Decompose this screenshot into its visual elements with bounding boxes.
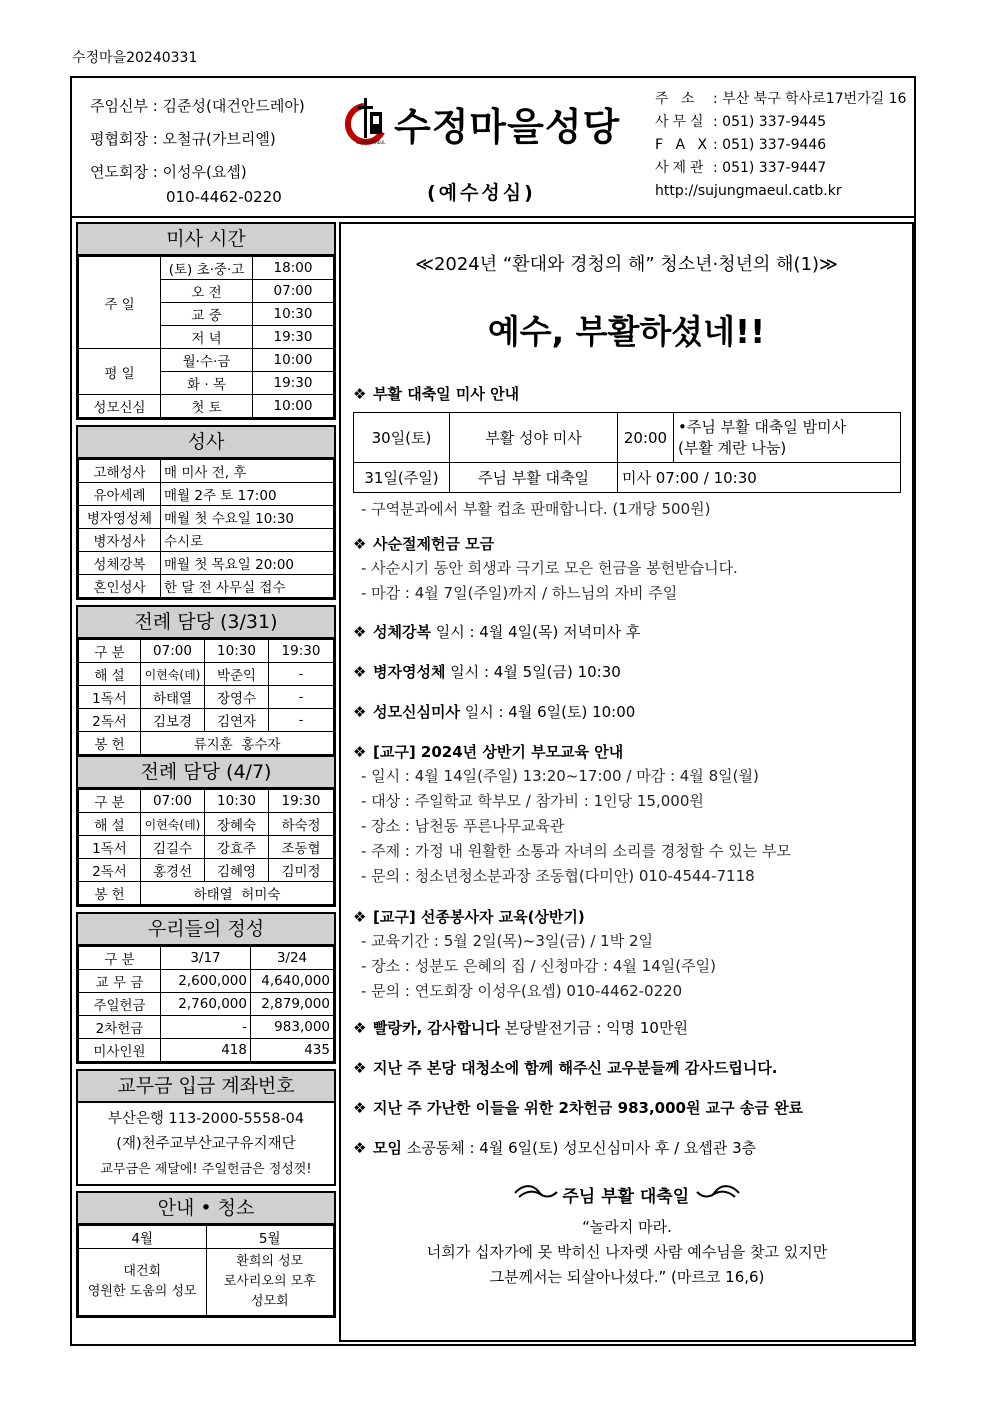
easter-mass-table xyxy=(353,412,901,493)
main-content xyxy=(339,222,914,1342)
table-header: 3/17 xyxy=(161,947,251,970)
mass-name: (토) 초·중·고 xyxy=(161,257,253,280)
offerings-table xyxy=(78,946,334,1062)
table-cell: 교 무 금 xyxy=(79,970,161,993)
section-heading xyxy=(353,620,901,644)
april-groups: 대건회 영원한 도움의 성모 xyxy=(79,1249,207,1316)
account-info xyxy=(78,1103,334,1184)
office-label: 사무실 xyxy=(655,114,708,130)
list-item: - 교육기간 : 5월 2일(목)~3일(금) / 1박 2일 xyxy=(361,932,653,950)
mass-time: 19:30 xyxy=(253,372,334,395)
sacrament-name: 유아세례 xyxy=(79,483,161,506)
diamond-bullet-icon: ❖ xyxy=(353,743,367,761)
mass-time: 10:30 xyxy=(253,303,334,326)
mass-time: 10:00 xyxy=(253,395,334,418)
list-item: - 장소 : 성분도 은혜의 집 / 신청마감 : 4월 14일(주일) xyxy=(361,957,716,975)
mass-name: 첫 토 xyxy=(161,395,253,418)
section-heading xyxy=(353,740,901,764)
section-heading xyxy=(353,532,901,556)
table-cell: 20:00 xyxy=(618,413,674,463)
table-cell: •주님 부활 대축일 밤미사 (부활 계란 나눔) xyxy=(674,413,901,463)
table-cell: 2차헌금 xyxy=(79,1016,161,1039)
liturgy1-title: 전례 담당 (3/31) xyxy=(78,607,334,639)
section-title: 모임 xyxy=(373,1139,402,1157)
ornament-right-icon xyxy=(695,1187,741,1207)
list-item: - 구역분과에서 부활 컵초 판매합니다. (1개당 500원) xyxy=(361,500,711,518)
sacrament-desc: 매월 첫 목요일 20:00 xyxy=(161,552,334,575)
table-cell: 해 설 xyxy=(79,813,141,836)
feast-heading xyxy=(353,1182,901,1207)
cleaning-box xyxy=(76,1191,336,1318)
sacrament-desc: 매 미사 전, 후 xyxy=(161,460,334,483)
offerings-title: 우리들의 정성 xyxy=(78,914,334,946)
table-cell: 김혜영 xyxy=(205,859,269,882)
offering-names: 류지훈 홍수자 xyxy=(141,732,334,755)
diamond-bullet-icon: ❖ xyxy=(353,908,367,926)
sacrament-name: 혼인성사 xyxy=(79,575,161,598)
church-emblem-icon xyxy=(342,92,390,152)
sacraments-title: 성사 xyxy=(78,427,334,459)
mass-time: 10:00 xyxy=(253,349,334,372)
quote-line: 그분께서는 되살아나셨다.” (마르코 16,6) xyxy=(489,1268,765,1286)
table-cell: 홍경선 xyxy=(141,859,205,882)
section-heading xyxy=(353,1056,901,1080)
table-header: 07:00 xyxy=(141,640,205,663)
bank-account: 부산은행 113-2000-5558-04 xyxy=(107,1111,305,1127)
table-cell: 강효주 xyxy=(205,836,269,859)
mass-times-table xyxy=(78,256,334,418)
section-title: [교구] 2024년 상반기 부모교육 안내 xyxy=(373,743,624,761)
table-cell: 하태열 xyxy=(141,686,205,709)
section-heading xyxy=(353,660,901,684)
table-header: 10:30 xyxy=(205,790,269,813)
quote-line: 너희가 십자가에 못 박히신 나자렛 사람 예수님을 찾고 있지만 xyxy=(426,1243,828,1261)
diamond-bullet-icon: ❖ xyxy=(353,703,367,721)
bulletin-frame xyxy=(70,76,916,1346)
table-cell: 미사인원 xyxy=(79,1039,161,1062)
section-note: 일시 : 4월 6일(토) 10:00 xyxy=(459,703,636,721)
mass-name: 저 녁 xyxy=(161,326,253,349)
sacrament-desc: 한 달 전 사무실 접수 xyxy=(161,575,334,598)
table-cell: 장혜숙 xyxy=(205,813,269,836)
section-title: 빨랑카, 감사합니다 xyxy=(373,1019,500,1037)
table-cell: 2독서 xyxy=(79,859,141,882)
headline: 예수, 부활하셨네!! xyxy=(487,312,766,351)
section-title: [교구] 선종봉사자 교육(상반기) xyxy=(373,908,585,926)
quote-line: “놀라지 마라. xyxy=(582,1218,672,1236)
sacrament-desc: 수시로 xyxy=(161,529,334,552)
section-title: 병자영성체 xyxy=(373,663,446,681)
weekday-label: 평 일 xyxy=(79,349,161,395)
table-cell: - xyxy=(269,709,334,732)
table-cell: 2,760,000 xyxy=(161,993,251,1016)
diamond-bullet-icon: ❖ xyxy=(353,385,367,403)
section-heading xyxy=(353,1096,901,1120)
table-header: 07:00 xyxy=(141,790,205,813)
diamond-bullet-icon: ❖ xyxy=(353,1019,367,1037)
liturgy2-title: 전례 담당 (4/7) xyxy=(78,755,334,789)
list-item: - 문의 : 연도회장 이성우(요셉) 010-4462-0220 xyxy=(361,982,683,1000)
fax-number: : 051) 337-9446 xyxy=(713,137,827,153)
mass-name: 오 전 xyxy=(161,280,253,303)
section-title: 지난 주 본당 대청소에 함께 해주신 교우분들께 감사드립니다. xyxy=(373,1059,778,1077)
left-column xyxy=(76,222,336,1323)
section-heading xyxy=(353,905,901,929)
table-header: 구 분 xyxy=(79,790,141,813)
sacrament-name: 성체강복 xyxy=(79,552,161,575)
table-cell: - xyxy=(269,686,334,709)
section-note: 일시 : 4월 5일(금) 10:30 xyxy=(445,663,621,681)
sacrament-desc: 매월 첫 수요일 10:30 xyxy=(161,506,334,529)
offering-label: 봉 헌 xyxy=(79,732,141,755)
list-item: - 문의 : 청소년청소분과장 조동협(다미안) 010-4544-7118 xyxy=(361,867,755,885)
rectory-phone: : 051) 337-9447 xyxy=(713,160,827,176)
section-heading xyxy=(353,700,901,724)
church-patron: (예수성심) xyxy=(427,182,536,204)
diamond-bullet-icon: ❖ xyxy=(353,663,367,681)
sacrament-name: 고해성사 xyxy=(79,460,161,483)
account-holder: (재)천주교부산교구유지재단 xyxy=(116,1136,296,1152)
diamond-bullet-icon: ❖ xyxy=(353,623,367,641)
table-cell: 조동협 xyxy=(269,836,334,859)
diamond-bullet-icon: ❖ xyxy=(353,1059,367,1077)
announcements xyxy=(353,382,901,1290)
sacrament-name: 병자성사 xyxy=(79,529,161,552)
mass-name: 월·수·금 xyxy=(161,349,253,372)
mass-times-box xyxy=(76,222,336,420)
table-cell: 미사 07:00 / 10:30 xyxy=(618,463,901,493)
table-cell: 418 xyxy=(161,1039,251,1062)
table-cell: 하숙정 xyxy=(269,813,334,836)
contact-info xyxy=(655,88,906,203)
sacrament-name: 병자영성체 xyxy=(79,506,161,529)
list-item: - 대상 : 주일학교 학부모 / 참가비 : 1인당 15,000원 xyxy=(361,792,704,810)
section-heading xyxy=(353,1016,901,1040)
diamond-bullet-icon: ❖ xyxy=(353,1099,367,1117)
sacraments-table xyxy=(78,459,334,598)
sacraments-box xyxy=(76,425,336,600)
address: : 부산 북구 학사로17번가길 16 xyxy=(713,91,907,107)
staff-info xyxy=(90,90,305,214)
ornament-left-icon xyxy=(513,1187,562,1207)
table-header: 10:30 xyxy=(205,640,269,663)
logo-caption: SUJUNGMAEUL xyxy=(356,140,386,145)
table-cell: 31일(주일) xyxy=(354,463,450,493)
table-cell: 이현숙(데) xyxy=(141,813,205,836)
church-logo xyxy=(342,92,642,162)
scripture-quote xyxy=(353,1215,901,1290)
diamond-bullet-icon: ❖ xyxy=(353,535,367,553)
office-phone: : 051) 337-9445 xyxy=(713,114,827,130)
table-cell: 2,879,000 xyxy=(251,993,334,1016)
section-title: 성체강복 xyxy=(373,623,431,641)
offering-label: 봉 헌 xyxy=(79,882,141,905)
table-cell: 김보경 xyxy=(141,709,205,732)
may-groups: 환희의 성모 로사리오의 모후 성모회 xyxy=(206,1249,334,1316)
table-cell: 435 xyxy=(251,1039,334,1062)
account-box xyxy=(76,1069,336,1186)
table-cell: 이현숙(데) xyxy=(141,663,205,686)
table-cell: 1독서 xyxy=(79,836,141,859)
cleaning-title: 안내 • 청소 xyxy=(78,1193,334,1225)
liturgy2-table xyxy=(78,789,334,905)
table-cell: 30일(토) xyxy=(354,413,450,463)
table-cell: 2,600,000 xyxy=(161,970,251,993)
table-header: 4월 xyxy=(79,1226,207,1249)
sunday-label: 주 일 xyxy=(79,257,161,349)
sacrament-desc: 매월 2주 토 17:00 xyxy=(161,483,334,506)
section-heading xyxy=(353,382,901,406)
mass-time: 18:00 xyxy=(253,257,334,280)
section-title: 부활 대축일 미사 안내 xyxy=(373,385,520,403)
table-cell: - xyxy=(161,1016,251,1039)
table-cell: - xyxy=(269,663,334,686)
section-title: 지난 주 가난한 이들을 위한 2차헌금 983,000원 교구 송금 완료 xyxy=(373,1099,804,1117)
table-cell: 1독서 xyxy=(79,686,141,709)
alliance-line: 연도회장 : 이성우(요셉) xyxy=(90,163,247,181)
table-cell: 부활 성야 미사 xyxy=(450,413,618,463)
mass-time: 19:30 xyxy=(253,326,334,349)
table-cell: 해 설 xyxy=(79,663,141,686)
list-item: - 마감 : 4월 7일(주일)까지 / 하느님의 자비 주일 xyxy=(361,584,678,602)
offering-names: 하태열 허미숙 xyxy=(141,882,334,905)
table-cell: 장영수 xyxy=(205,686,269,709)
liturgy-box xyxy=(76,605,336,907)
church-name: 수정마을성당 xyxy=(394,105,621,149)
year-theme: ≪2024년 “환대와 경청의 해” 청소년·청년의 해(1)≫ xyxy=(415,254,838,275)
pastor-line: 주임신부 : 김준성(대건안드레아) xyxy=(90,97,305,115)
mass-time: 07:00 xyxy=(253,280,334,303)
header xyxy=(72,78,914,218)
alliance-phone: 010-4462-0220 xyxy=(166,188,282,206)
table-header: 구 분 xyxy=(79,640,141,663)
mass-times-title: 미사 시간 xyxy=(78,224,334,256)
offerings-box xyxy=(76,912,336,1064)
table-cell: 983,000 xyxy=(251,1016,334,1039)
website-link[interactable]: http://sujungmaeul.catb.kr xyxy=(655,183,842,199)
table-header: 19:30 xyxy=(269,640,334,663)
table-cell: 4,640,000 xyxy=(251,970,334,993)
cleaning-table xyxy=(78,1225,334,1316)
table-header: 5월 xyxy=(206,1226,334,1249)
fax-label: F A X xyxy=(655,137,712,153)
section-heading xyxy=(353,1136,901,1160)
table-cell: 주일헌금 xyxy=(79,993,161,1016)
list-item: - 사순시기 동안 희생과 극기로 모은 헌금을 봉헌받습니다. xyxy=(361,559,738,577)
table-header: 3/24 xyxy=(251,947,334,970)
liturgy1-table xyxy=(78,639,334,755)
section-note: 본당발전기금 : 익명 10만원 xyxy=(499,1019,688,1037)
section-title: 성모신심미사 xyxy=(373,703,460,721)
section-note: 소공동체 : 4월 6일(토) 성모신심미사 후 / 요셉관 3층 xyxy=(401,1139,757,1157)
table-header: 19:30 xyxy=(269,790,334,813)
section-note: 일시 : 4월 4일(목) 저녁미사 후 xyxy=(430,623,641,641)
first-sat-label: 성모신심 xyxy=(79,395,161,418)
account-note: 교무금은 제달에! 주일헌금은 정성껏! xyxy=(100,1162,312,1177)
table-cell: 김연자 xyxy=(205,709,269,732)
address-label: 주 소 xyxy=(655,91,699,107)
mass-name: 교 중 xyxy=(161,303,253,326)
list-item: - 주제 : 가정 내 원활한 소통과 자녀의 소리를 경청할 수 있는 부모 xyxy=(361,842,791,860)
table-cell: 김미정 xyxy=(269,859,334,882)
document-id: 수정마을20240331 xyxy=(72,50,198,66)
table-cell: 박준익 xyxy=(205,663,269,686)
table-header: 구 분 xyxy=(79,947,161,970)
feast-title: 주님 부활 대축일 xyxy=(562,1187,690,1207)
rectory-label: 사제관 xyxy=(655,160,708,176)
section-title: 사순절제헌금 모금 xyxy=(373,535,495,553)
table-cell: 주님 부활 대축일 xyxy=(450,463,618,493)
list-item: - 장소 : 남천동 푸른나무교육관 xyxy=(361,817,565,835)
table-cell: 2독서 xyxy=(79,709,141,732)
list-item: - 일시 : 4월 14일(주일) 13:20~17:00 / 마감 : 4월 8일(월) xyxy=(361,767,759,785)
account-title: 교무금 입금 계좌번호 xyxy=(78,1071,334,1103)
mass-name: 화 · 목 xyxy=(161,372,253,395)
diamond-bullet-icon: ❖ xyxy=(353,1139,367,1157)
table-cell: 김길수 xyxy=(141,836,205,859)
council-line: 평협회장 : 오철규(가브리엘) xyxy=(90,130,276,148)
